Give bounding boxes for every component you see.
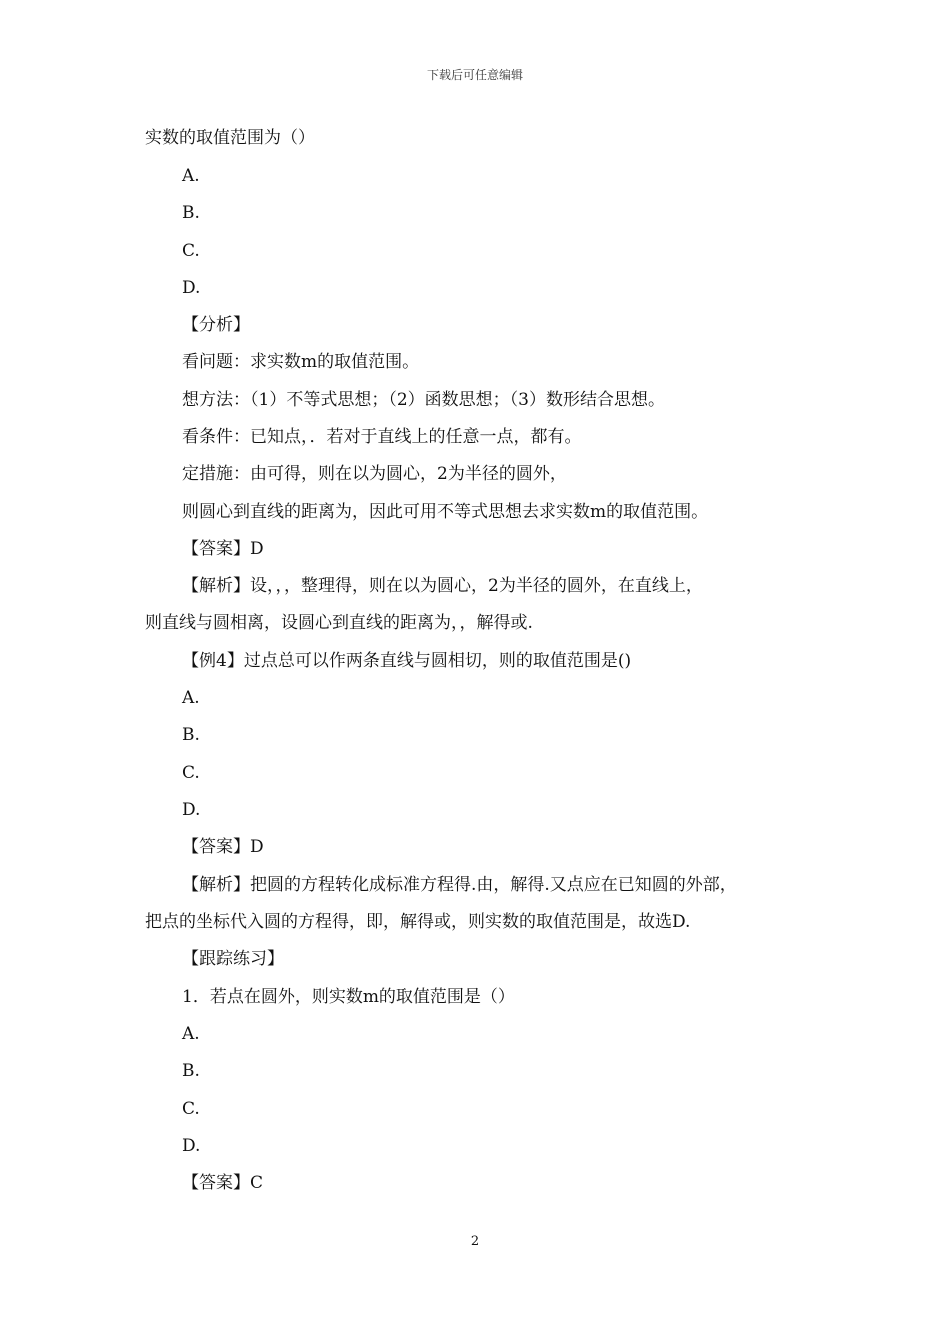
text-line: 实数的取值范围为（） (145, 128, 315, 148)
option-c: C. (182, 763, 200, 783)
solution-line: 则直线与圆相离，设圆心到直线的距离为，，解得或. (145, 613, 533, 633)
option-b: B. (182, 203, 200, 223)
question-line: 1．若点在圆外，则实数m的取值范围是（） (182, 987, 515, 1007)
solution-line: 【解析】设，，，整理得，则在以为圆心，2为半径的圆外，在直线上， (182, 576, 703, 596)
solution-line: 把点的坐标代入圆的方程得，即，解得或，则实数的取值范围是，故选D. (145, 912, 691, 932)
answer-line: 【答案】D (182, 539, 264, 559)
option-d: D. (182, 1136, 201, 1156)
text-line: 则圆心到直线的距离为，因此可用不等式思想去求实数m的取值范围。 (182, 502, 709, 522)
option-d: D. (182, 278, 201, 298)
option-b: B. (182, 1061, 200, 1081)
answer-line: 【答案】C (182, 1173, 264, 1193)
page-number: 2 (470, 1234, 480, 1249)
option-c: C. (182, 241, 200, 261)
section-heading-practice: 【跟踪练习】 (182, 949, 284, 969)
option-c: C. (182, 1099, 200, 1119)
text-line: 看条件：已知点，．若对于直线上的任意一点，都有。 (182, 427, 582, 447)
section-heading-analysis: 【分析】 (182, 315, 250, 335)
answer-line: 【答案】D (182, 837, 264, 857)
option-a: A. (182, 688, 200, 708)
text-line: 想方法：（1）不等式思想；（2）函数思想；（3）数形结合思想。 (182, 390, 665, 410)
option-a: A. (182, 166, 200, 186)
option-b: B. (182, 725, 200, 745)
solution-line: 【解析】把圆的方程转化成标准方程得.由，解得.又点应在已知圆的外部， (182, 875, 737, 895)
option-d: D. (182, 800, 201, 820)
example-heading: 【例4】过点总可以作两条直线与圆相切，则的取值范围是() (182, 651, 632, 671)
text-line: 定措施：由可得，则在以为圆心，2为半径的圆外， (182, 464, 567, 484)
page-header: 下载后可任意编辑 (426, 68, 523, 82)
text-line: 看问题：求实数m的取值范围。 (182, 352, 420, 372)
option-a: A. (182, 1024, 200, 1044)
